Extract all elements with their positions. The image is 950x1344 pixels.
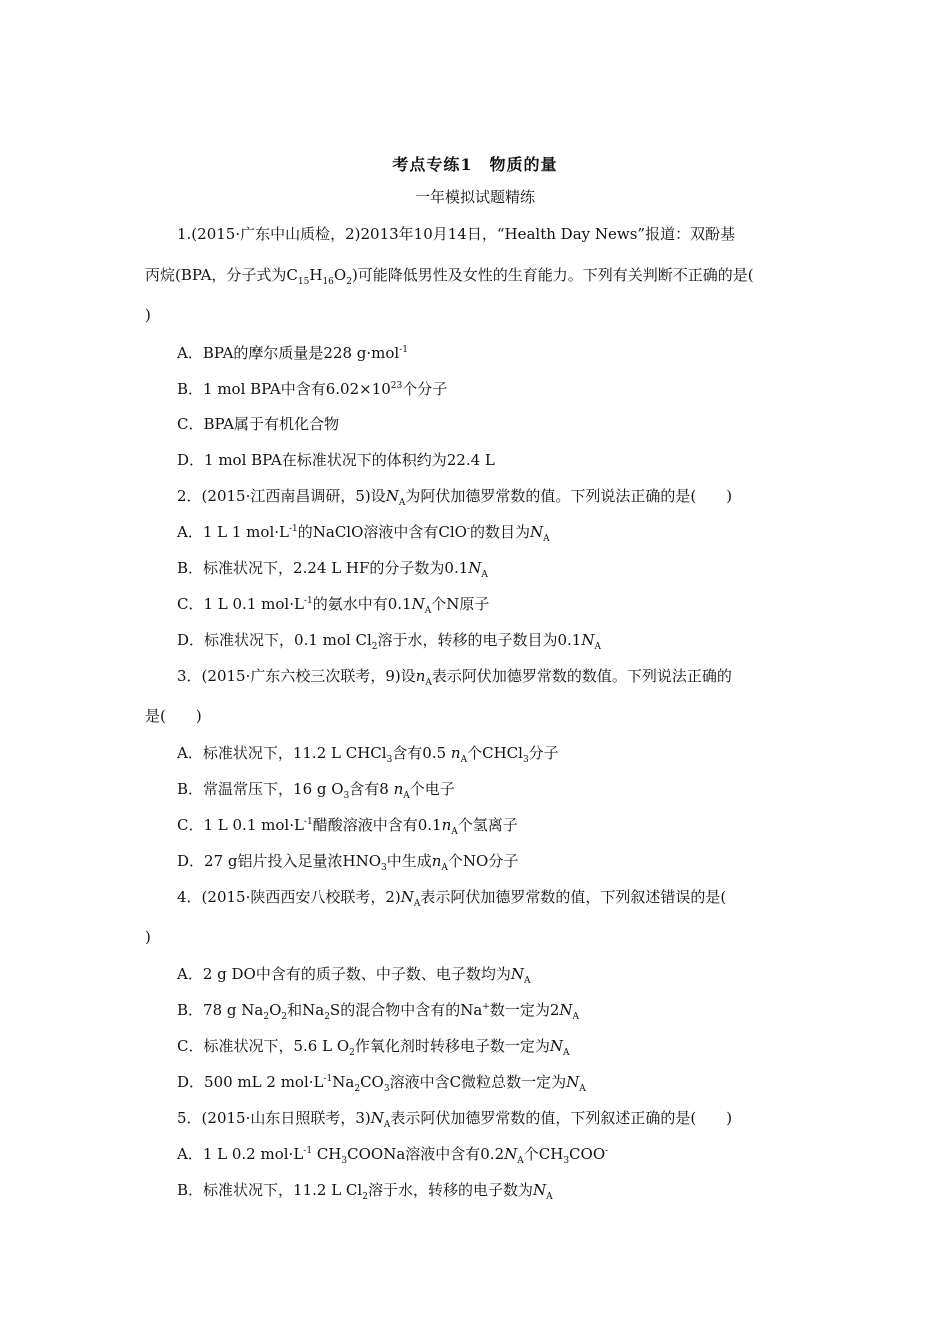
page-title: 考点专练1 物质的量	[392, 155, 558, 174]
question-5-line-1: 5．(2015·山东日照联考，$3)N_A$表示阿伏加德罗常数的值，下列叙述正确的是( )	[177, 1109, 733, 1130]
question-3-line-1: 3．(2015·广东六校三次联考，9)设$n_A$表示阿伏加德罗常数的数值。下列说法正确的	[177, 667, 732, 688]
question-2-option-d: D．标准状况下，0.1 mol $Cl_2$溶于水，转移的电子数目为$0.1N_A$	[177, 631, 601, 652]
page-subtitle: 一年模拟试题精练	[414, 188, 535, 206]
question-2-line-1: 2．(2015·江西南昌调研，5)设$N_A$为阿伏加德罗常数的值。下列说法正确的是( )	[177, 487, 733, 508]
question-1-option-b: B．1 mol BPA中含有$6.02\times 10^{23}$个分子	[177, 380, 448, 398]
question-1-option-d: D．1 mol BPA在标准状况下的体积约为22.4 L	[177, 451, 495, 469]
question-2-option-a: A．1 L 1 $mol\cdot L^{-1}$的NaClO溶液中含有ClO-的数目为$N_A$	[177, 523, 550, 544]
question-3-line-2: 是( )	[145, 707, 202, 725]
question-1-option-c: C．BPA属于有机化合物	[177, 415, 340, 433]
question-2-option-b: B．标准状况下，2.24 L HF的分子数为$0.1N_A$	[177, 559, 488, 580]
question-1-line-1: 1.(2015·广东中山质检，2)2013年10月14日，“Health Day News”报道：双酚基	[177, 225, 736, 243]
question-1-option-a: A．BPA的摩尔质量是228 g·mol$^{-1}$	[177, 344, 409, 362]
question-4-option-c: C．标准状况下，5.6 L $O_2$作氧化剂时转移电子数一定为$N_A$	[177, 1037, 570, 1058]
question-1-line-2: 丙烷(BPA，分子式为$C_{15}H_{16}O_2$)可能降低男性及女性的生育能力。下列有关判断不正确的是(	[145, 266, 754, 287]
question-4-option-b: B．78 g $Na_2O_2$和$Na_2S$的混合物中含有的Na+数一定为$2N_A$	[177, 1001, 579, 1022]
question-4-line-2: )	[145, 928, 151, 946]
question-4-option-d: D．500 mL 2 $mol\cdot L^{-1}Na_2CO_3$溶液中含C微粒总数一定为$N_A$	[177, 1073, 586, 1094]
question-2-option-c: C．1 L 0.1 $mol\cdot L^{-1}$的氨水中有$0.1N_A$个N原子	[177, 595, 490, 616]
question-3-option-a: A．标准状况下，11.2 L CHCl$_3$含有0.5 $n_A$个CHCl$_3$分子	[177, 744, 559, 765]
question-5-option-a: A．1 L 0.2 $mol\cdot L^{-1}$ $CH_3COONa$溶液中含有$0.2N_A$个$CH_3COO^-$	[177, 1145, 609, 1166]
question-4-option-a: A．2 g DO中含有的质子数、中子数、电子数均为$N_A$	[177, 965, 531, 986]
question-3-option-b: B．常温常压下，16 g $O_3$含有8 $n_A$个电子	[177, 780, 455, 801]
question-4-line-1: 4．(2015·陕西西安八校联考，$2)N_A$表示阿伏加德罗常数的值，下列叙述错误的是(	[177, 888, 727, 909]
question-5-option-b: B．标准状况下，11.2 L $Cl_2$溶于水，转移的电子数为$N_A$	[177, 1181, 553, 1202]
question-3-option-d: D．27 g铝片投入足量浓$HNO_3$中生成$n_A$个NO分子	[177, 852, 519, 873]
question-1-line-3: )	[145, 306, 151, 324]
question-3-option-c: C．1 L 0.1 $mol\cdot L^{-1}$醋酸溶液中含有$0.1n_A$个氢离子	[177, 816, 518, 837]
